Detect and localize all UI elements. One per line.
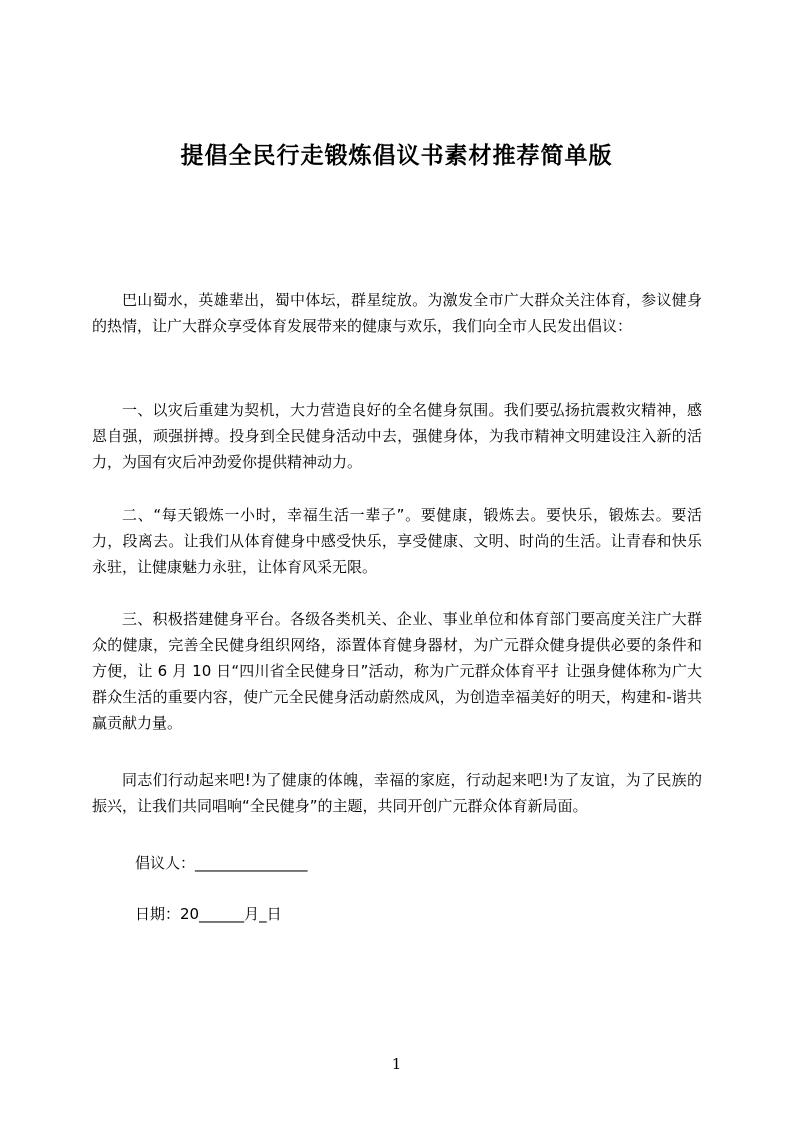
paragraph-point-two: 二、“每天锻炼一小时，幸福生活一辈子”。要健康，锻炼去。要快乐，锻炼去。要活力，段离去。让我们从体育健身中感受快乐，享受健康、文明、时尚的生活。让青春和快乐永驻，让健康魅力永驻，让体育风采无限。 (92, 506, 702, 576)
document-title: 提倡全民行走锻炼倡议书素材推荐简单版 (180, 143, 613, 169)
date-line: 日期：20______月_日 (135, 905, 282, 923)
page-number: 1 (391, 1055, 402, 1073)
paragraph-call-to-action: 同志们行动起来吧!为了健康的体魄，幸福的家庭，行动起来吧!为了友谊，为了民族的振兴，让我们共同唱响“全民健身”的主题，共同开创广元群众体育新局面。 (92, 771, 702, 815)
paragraph-point-one: 一、以灾后重建为契机，大力营造良好的全名健身氛围。我们要弘扬抗震救灾精神，感恩自强，顽强拼搏。投身到全民健身活动中去，强健身体，为我市精神文明建设注入新的活力，为国有灾后冲劲爱你提供精神动力。 (92, 401, 702, 471)
paragraph-point-three: 三、积极搭建健身平台。各级各类机关、企业、事业单位和体育部门要高度关注广大群众的健康，完善全民健身组织网络，添置体育健身器材，为广元群众健身提供必要的条件和方便，让 6 月 10 日“四川省全民健身日”活动，称为广元群众体育平扌让强身健体称为广大群众生活的重要内容，使广元全民健身活动蔚然成风，为创造幸福美好的明天，构建和-谐共赢贡献力量。 (92, 610, 702, 732)
initiator-line: 倡议人：_______________ (135, 854, 308, 872)
paragraph-intro: 巴山蜀水，英雄辈出，蜀中体坛，群星绽放。为激发全市广大群众关注体育，参议健身的热情，让广大群众享受体育发展带来的健康与欢乐，我们向全市人民发出倡议： (92, 291, 702, 335)
